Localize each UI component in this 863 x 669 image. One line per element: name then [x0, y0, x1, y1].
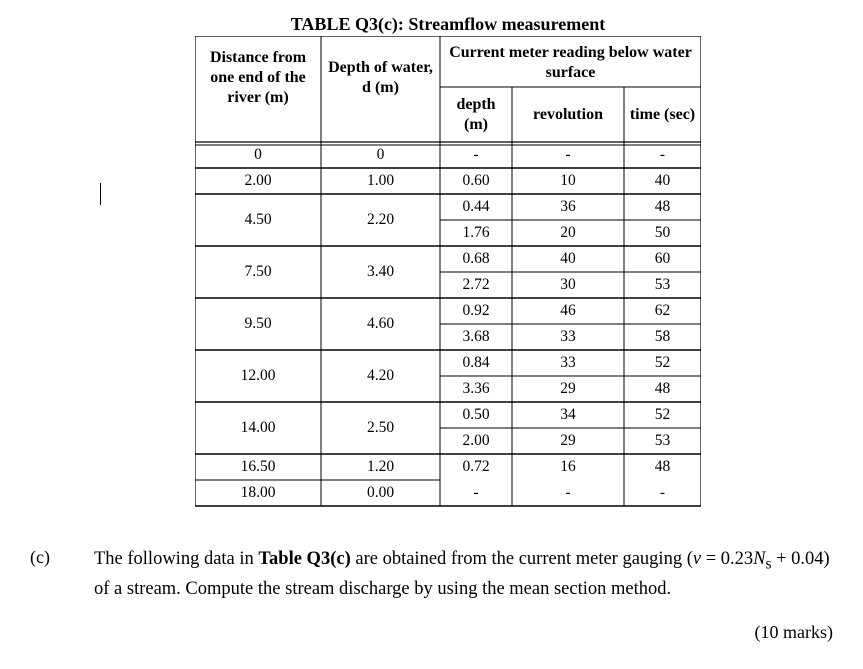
cell-revolution: 40 [560, 250, 576, 267]
cell-depth: 2.50 [366, 419, 395, 436]
header-current-meter: Current meter reading below water surface [449, 43, 692, 81]
cell-time: 62 [654, 302, 671, 319]
cell-depth: 0 [376, 146, 385, 163]
question-marks: (10 marks) [754, 622, 833, 642]
cell-distance: 4.50 [244, 211, 272, 228]
cell-time: 52 [654, 354, 671, 371]
cell-time: 40 [654, 172, 671, 189]
cell-meter-depth: 0.44 [462, 198, 490, 215]
cell-meter-depth: 0.50 [462, 406, 490, 423]
cell-time: 50 [654, 224, 671, 241]
cell-revolution: 34 [560, 406, 576, 423]
header-depth-water: Depth of water, d (m) [328, 59, 433, 96]
table-title: TABLE Q3(c): Streamflow measurement [290, 14, 606, 34]
cell-time: 58 [654, 328, 671, 345]
cell-meter-depth: - [473, 146, 479, 163]
cell-depth: 1.20 [366, 458, 395, 475]
cell-distance: 12.00 [240, 367, 276, 384]
cell-time: 52 [654, 406, 671, 423]
cell-distance: 9.50 [244, 315, 272, 332]
cell-meter-depth: 0.60 [462, 172, 490, 189]
cell-revolution: 30 [560, 276, 576, 293]
cell-revolution: 33 [560, 328, 576, 345]
header-meter-depth: depth (m) [456, 95, 496, 133]
cell-meter-depth: - [473, 484, 479, 501]
header-revolution: revolution [533, 105, 603, 123]
streamflow-table [195, 36, 701, 501]
cell-meter-depth: 0.68 [462, 250, 490, 267]
cell-depth: 4.20 [366, 367, 395, 384]
cell-distance: 0 [254, 146, 262, 163]
cell-revolution: 29 [560, 380, 576, 397]
cell-distance: 16.50 [240, 458, 276, 475]
cell-meter-depth: 0.92 [462, 302, 490, 319]
cell-time: - [659, 146, 666, 163]
cell-time: 53 [654, 432, 671, 449]
question-text: The following data in Table Q3(c) are obtained from the current meter gauging $(v = 0.23N_s + 0.04)$ of a stream. Compute the stream discharge by using the mean section method. [94, 549, 830, 599]
cell-depth: 3.40 [366, 263, 395, 280]
cell-time: 60 [654, 250, 671, 267]
cell-time: 48 [654, 380, 671, 397]
cell-revolution: 16 [560, 458, 576, 475]
header-distance: Distance from one end of the river (m) [209, 49, 307, 106]
cell-revolution: 33 [560, 354, 576, 371]
cell-revolution: - [565, 484, 571, 501]
cell-depth: 2.20 [366, 211, 395, 228]
cell-meter-depth: 2.72 [462, 276, 490, 293]
cell-meter-depth: 2.00 [462, 432, 490, 449]
cell-time: - [659, 484, 666, 501]
cell-distance: 7.50 [244, 263, 272, 280]
cell-meter-depth: 3.68 [462, 328, 490, 345]
cell-distance: 18.00 [240, 484, 276, 501]
header-time: time (sec) [629, 105, 696, 123]
cell-revolution: 10 [560, 172, 576, 189]
cell-meter-depth: 0.84 [462, 354, 490, 371]
cell-depth: 1.00 [366, 172, 395, 189]
cell-distance: 2.00 [244, 172, 272, 189]
cell-distance: 14.00 [240, 419, 276, 436]
cell-time: 53 [654, 276, 671, 293]
cell-time: 48 [654, 458, 671, 475]
cell-depth: 4.60 [366, 315, 395, 332]
cell-revolution: - [565, 146, 571, 163]
text-cursor [100, 183, 101, 205]
cell-revolution: 46 [560, 302, 576, 319]
cell-time: 48 [654, 198, 671, 215]
cell-revolution: 29 [560, 432, 576, 449]
cell-revolution: 20 [560, 224, 576, 241]
cell-meter-depth: 3.36 [462, 380, 490, 397]
question-label: (c) [30, 547, 50, 567]
cell-meter-depth: 1.76 [462, 224, 490, 241]
cell-depth: 0.00 [366, 484, 395, 501]
cell-revolution: 36 [560, 198, 576, 215]
cell-meter-depth: 0.72 [462, 458, 490, 475]
